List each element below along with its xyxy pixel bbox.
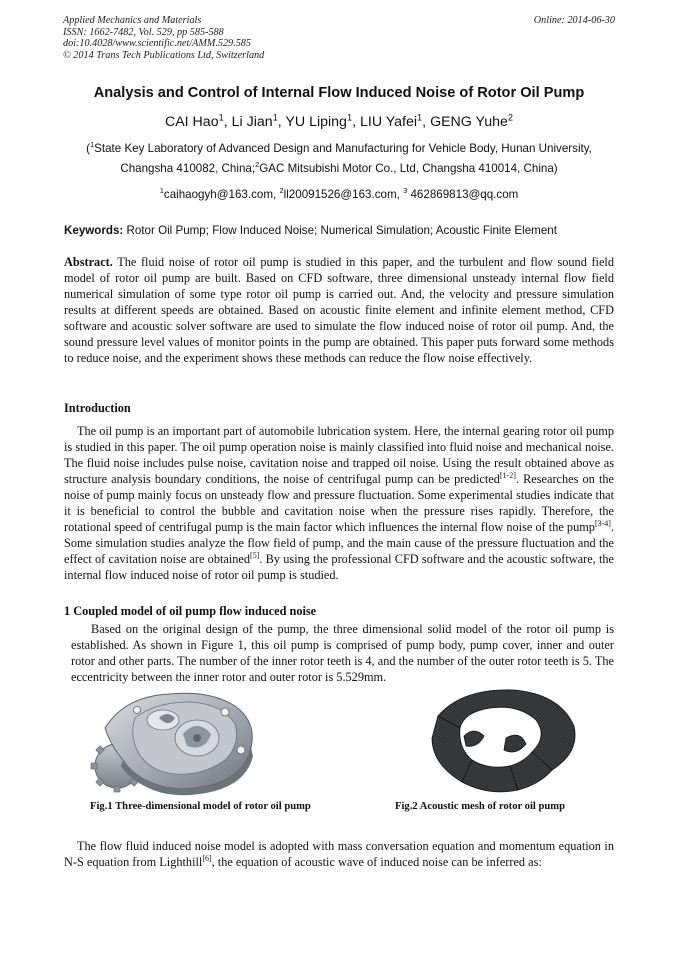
- section-1-paragraph: Based on the original design of the pump, the three dimensional solid model of the rotor oil pump is established. As shown in Figure 1, this oil pump is comprised of pump body, pump cover, inner and outer rotor and other parts. The number of the inner rotor teeth is 4, and the number of the outer rotor teeth is 5. The eccentricity between the inner rotor and outer rotor is 5.529mm.: [71, 622, 614, 684]
- doi-line: doi:10.4028/www.scientific.net/AMM.529.585: [63, 38, 251, 50]
- author-separator: ,: [223, 114, 232, 130]
- email-address: caihaogyh@163.com,: [163, 188, 280, 201]
- journal-header: [63, 15, 264, 61]
- journal-name: Applied Mechanics and Materials: [63, 15, 202, 26]
- author-mark: 1: [218, 112, 224, 123]
- affiliation-1-city: Changsha 410082, China;: [120, 161, 256, 175]
- author-mark: 2: [507, 112, 514, 123]
- affiliation-line-2: [64, 159, 614, 179]
- citation: [6]: [202, 853, 212, 863]
- email-mark: 2: [279, 186, 284, 196]
- author-name: CAI Hao: [164, 114, 219, 130]
- final-text-1: The flow fluid induced noise model is adopted with mass conversation equation and momentum equation in N-S equation from Lighthill: [64, 839, 614, 869]
- figure-2-acoustic-mesh: [402, 686, 578, 793]
- citation: [3-4]: [594, 518, 611, 528]
- figure-1-pump-model: [75, 688, 265, 796]
- author-name: YU Liping: [285, 114, 347, 130]
- online-date: Online: 2014-06-30: [533, 15, 615, 26]
- affiliation-line-1: [64, 139, 614, 159]
- section-1-heading: 1 Coupled model of oil pump flow induced noise: [64, 604, 317, 618]
- intro-text-4: . By using the professional CFD software and the acoustic software, the internal flow induced noise of rotor oil pump is studied.: [64, 552, 614, 582]
- keywords: [64, 224, 614, 237]
- introduction-paragraph: [64, 423, 614, 583]
- intro-text-1: The oil pump is an important part of automobile lubrication system. Here, the internal gearing rotor oil pump is studied in this paper. The oil pump operation noise is mainly classified into fluid noise and mechanical noise. The fluid noise includes pulse noise, cavitation noise and trapped oil noise. Using the result obtained above as structure analysis boundary conditions, the noise of centrifugal pump can be predicted: [64, 424, 614, 486]
- keywords-text: Rotor Oil Pump; Flow Induced Noise; Numerical Simulation; Acoustic Finite Element: [123, 224, 557, 237]
- figure-2-caption: Fig.2 Acoustic mesh of rotor oil pump: [395, 801, 565, 812]
- email-mark: 3: [403, 186, 408, 196]
- email-mark: 1: [159, 186, 164, 196]
- keywords-label: Keywords:: [64, 224, 124, 237]
- figure-1-caption: Fig.1 Three-dimensional model of rotor oil pump: [90, 801, 311, 812]
- abstract-text: The fluid noise of rotor oil pump is studied in this paper, and the turbulent and flow sound field model of rotor oil pump are built. Based on CFD software, three dimensional unsteady internal flow field numerical simulation of some type rotor oil pump is carried out. And, the velocity and pressure simulation results at different speeds are obtained. Based on acoustic finite element and infinite element method, CFD software and acoustic solver software are used to simulate the flow induced noise of rotor oil pump. And, the sound pressure level values of monitor points in the pump are obtained. This paper puts forward some methods to reduce noise, and the experiment shows these methods can reduce the flow noise effectively.: [64, 255, 614, 365]
- intro-text-2: . Researches on the noise of pump mainly focus on unsteady flow and pressure fluctuation. Some experimental studies indicate that it is beneficial to control the bubble and cavitation noise when the pressure rises rapidly. Therefore, the rotational speed of centrifugal pump is the main factor which influences the internal flow noise of the pump: [64, 472, 614, 534]
- abstract: [64, 254, 614, 366]
- affiliation-1-text: State Key Laboratory of Advanced Design and Manufacturing for Vehicle Body, Hunan University,: [94, 142, 592, 155]
- author-mark: 1: [272, 112, 278, 123]
- final-text-2: , the equation of acoustic wave of induced noise can be inferred as:: [211, 855, 542, 869]
- author-name: GENG Yuhe: [430, 114, 508, 130]
- intro-text-3: . Some simulation studies analyze the flow field of pump, and the main cause of the pressure fluctuation and the effect of cavitation noise are obtained: [64, 520, 614, 566]
- copyright-line: © 2014 Trans Tech Publications Ltd, Switzerland: [63, 49, 265, 61]
- affiliation-paren: (: [86, 142, 90, 155]
- abstract-label: Abstract.: [64, 255, 113, 269]
- mesh-ring-shape: [432, 690, 575, 792]
- affiliation-2-text: GAC Mitsubishi Motor Co., Ltd, Changsha 410014, China): [259, 161, 558, 175]
- author-separator: ,: [422, 114, 431, 130]
- author-separator: ,: [277, 114, 286, 130]
- citation: [1-2]: [499, 470, 516, 480]
- citation: [5]: [250, 550, 260, 560]
- author-mark: 1: [417, 112, 423, 123]
- introduction-heading: Introduction: [64, 401, 131, 415]
- affiliation-mark-1: 1: [89, 140, 95, 150]
- author-separator: ,: [352, 114, 360, 130]
- author-name: Li Jian: [231, 114, 273, 130]
- final-paragraph: [64, 838, 614, 870]
- affiliation-mark-2: 2: [255, 159, 260, 169]
- email-address: 462869813@qq.com: [407, 188, 519, 201]
- author-mark: 1: [346, 112, 353, 123]
- affiliations: [64, 139, 614, 178]
- issn-line: ISSN: 1662-7482, Vol. 529, pp 585-588: [63, 26, 224, 38]
- email-address: ll20091526@163.com,: [283, 188, 404, 201]
- email-line: [0, 188, 678, 201]
- paper-title: Analysis and Control of Internal Flow Induced Noise of Rotor Oil Pump: [93, 85, 585, 101]
- author-list: [0, 114, 678, 130]
- author-name: LIU Yafei: [359, 114, 418, 130]
